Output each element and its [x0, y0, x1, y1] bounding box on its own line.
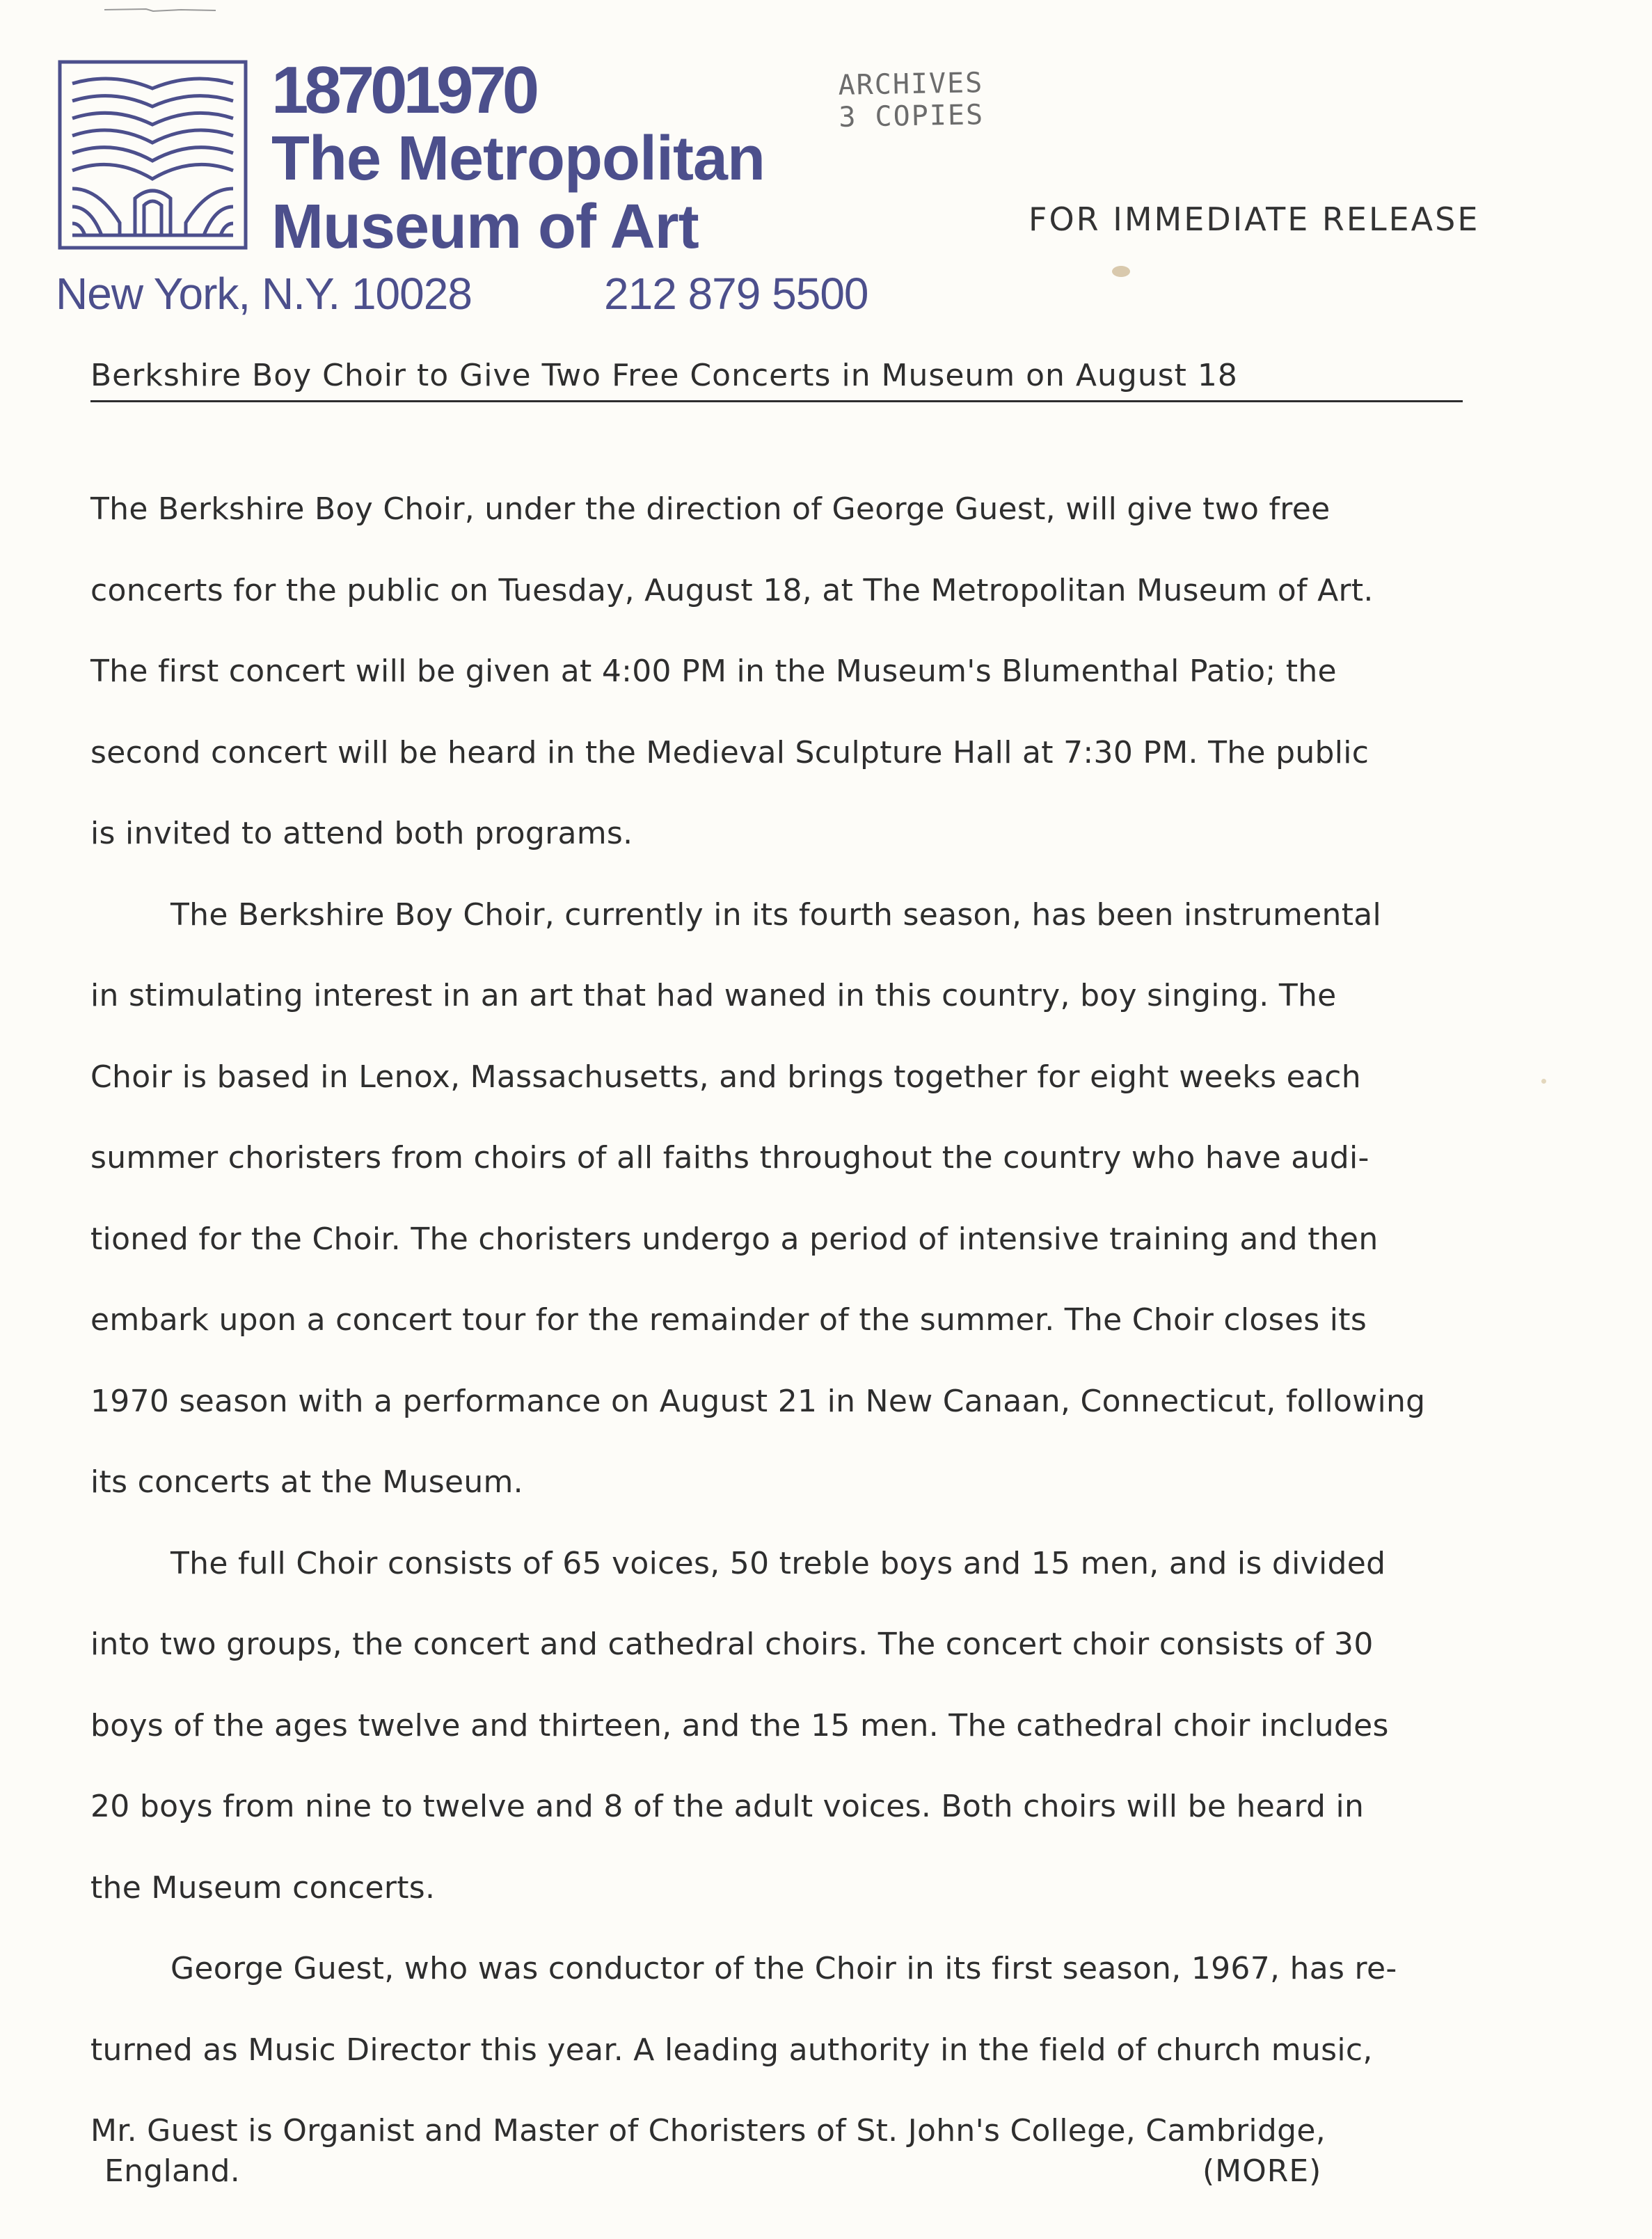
archives-stamp — [838, 67, 984, 134]
body-line: embark upon a concert tour for the remainder of the summer. The Choir closes its — [90, 1302, 1367, 1338]
body-line: boys of the ages twelve and thirteen, and the 15 men. The cathedral choir includes — [90, 1707, 1389, 1743]
body-line: is invited to attend both programs. — [90, 816, 633, 851]
body-text — [90, 469, 1580, 2172]
body-line: second concert will be heard in the Medieval Sculpture Hall at 7:30 PM. The public — [90, 734, 1369, 770]
body-line: in stimulating interest in an art that had waned in this country, boy singing. The — [90, 978, 1337, 1013]
logo-name-line1: The Metropolitan — [271, 124, 765, 193]
body-line: The Berkshire Boy Choir, under the direction of George Guest, will give two free — [90, 491, 1331, 527]
body-line: 1970 season with a performance on August 21 in New Canaan, Connecticut, following — [90, 1383, 1426, 1419]
body-line: George Guest, who was conductor of the Choir in its first season, 1967, has re- — [170, 1951, 1397, 1986]
body-line: The full Choir consists of 65 voices, 50 treble boys and 15 men, and is divided — [170, 1545, 1386, 1581]
body-line: Choir is based in Lenox, Massachusetts, and brings together for eight weeks each — [90, 1059, 1361, 1095]
body-line: Mr. Guest is Organist and Master of Choristers of St. John's College, Cambridge, — [90, 2113, 1326, 2149]
top-edge-mark — [104, 6, 216, 14]
release-label: FOR IMMEDIATE RELEASE — [1028, 200, 1480, 238]
museum-address: New York, N.Y. 10028 — [56, 269, 472, 319]
body-line: The first concert will be given at 4:00 PM in the Museum's Blumenthal Patio; the — [90, 654, 1337, 689]
logo-years: 18701970 — [271, 53, 536, 127]
headline: Berkshire Boy Choir to Give Two Free Concerts in Museum on August 18 — [90, 358, 1463, 402]
body-last-line: England. — [104, 2153, 241, 2189]
stamp-line-1: ARCHIVES — [838, 67, 984, 102]
body-line: tioned for the Choir. The choristers undergo a period of intensive training and then — [90, 1221, 1379, 1257]
museum-logo-wordmark — [271, 53, 765, 262]
museum-phone: 212 879 5500 — [604, 269, 868, 319]
stamp-line-2: 3 COPIES — [839, 99, 985, 134]
body-line: its concerts at the Museum. — [90, 1464, 523, 1500]
logo-name-line2: Museum of Art — [271, 192, 699, 262]
museum-logo-icon — [57, 59, 248, 251]
paper-smudge — [1112, 266, 1130, 277]
body-line: turned as Music Director this year. A leading authority in the field of church music, — [90, 2032, 1373, 2068]
more-label: (MORE) — [1202, 2153, 1322, 2189]
body-line: summer choristers from choirs of all faiths throughout the country who have audi- — [90, 1140, 1369, 1176]
body-line: 20 boys from nine to twelve and 8 of the adult voices. Both choirs will be heard in — [90, 1789, 1365, 1824]
body-line: the Museum concerts. — [90, 1869, 436, 1906]
body-line: into two groups, the concert and cathedral choirs. The concert choir consists of 30 — [90, 1627, 1374, 1662]
body-line: concerts for the public on Tuesday, August 18, at The Metropolitan Museum of Art. — [90, 572, 1374, 608]
body-line: The Berkshire Boy Choir, currently in its fourth season, has been instrumental — [170, 896, 1382, 933]
